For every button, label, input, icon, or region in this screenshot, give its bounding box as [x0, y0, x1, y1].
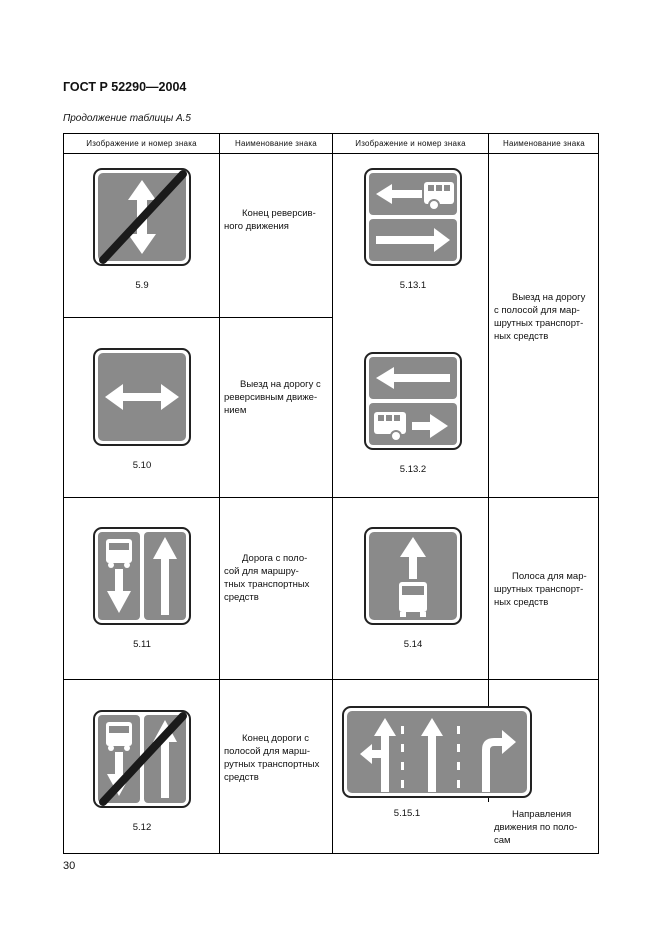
sign-5-10-exit-to-reversible-road	[93, 348, 191, 446]
row-divider	[64, 497, 598, 498]
col-divider	[332, 134, 333, 853]
sign-name: Полоса для мар- шрутных транспорт- ных средств	[494, 571, 587, 608]
sign-number: 5.14	[403, 639, 423, 650]
sign-5-13-2-bus-lane-exit	[364, 352, 462, 450]
sign-number: 5.13.1	[399, 280, 427, 291]
sign-5-14-bus-lane	[364, 527, 462, 625]
sign-number: 5.15.1	[393, 808, 421, 819]
sign-5-9-end-reversible-traffic	[93, 168, 191, 266]
column-header: Наименование знака	[503, 139, 585, 148]
column-header: Изображение и номер знака	[86, 139, 197, 148]
sign-name: Конец дороги с полосой для марш- рутных транспортных средств	[224, 733, 320, 783]
sign-number: 5.13.2	[399, 464, 427, 475]
row-divider	[64, 153, 598, 154]
sign-5-13-1-bus-lane-exit	[364, 168, 462, 266]
sign-name: Направления движения по поло- сам	[494, 809, 578, 846]
col-divider	[488, 134, 489, 802]
page-number: 30	[63, 860, 76, 872]
row-divider	[64, 317, 332, 318]
sign-name: Конец реверсив- ного движения	[224, 208, 316, 232]
sign-name: Дорога с поло- сой для маршру- тных транспортных средств	[224, 553, 310, 603]
signs-table	[63, 133, 599, 854]
sign-number: 5.11	[133, 639, 151, 650]
row-divider	[64, 679, 598, 680]
col-divider	[219, 134, 220, 853]
sign-5-12-end-of-bus-lane-road	[93, 710, 191, 808]
sign-name-merged: Выезд на дорогу с полосой для мар- шрутных транспорт- ных средств	[494, 292, 586, 342]
doc-header: ГОСТ Р 52290—2004	[63, 80, 187, 94]
table-caption: Продолжение таблицы А.5	[63, 113, 191, 124]
sign-number: 5.9	[135, 280, 149, 291]
sign-5-15-1-lane-directions	[342, 706, 532, 798]
sign-number: 5.10	[132, 460, 152, 471]
sign-5-11-road-with-bus-lane	[93, 527, 191, 625]
sign-number: 5.12	[132, 822, 152, 833]
column-header: Наименование знака	[235, 139, 317, 148]
sign-name: Выезд на дорогу с реверсивным движе- нием	[224, 379, 321, 416]
column-header: Изображение и номер знака	[355, 139, 466, 148]
